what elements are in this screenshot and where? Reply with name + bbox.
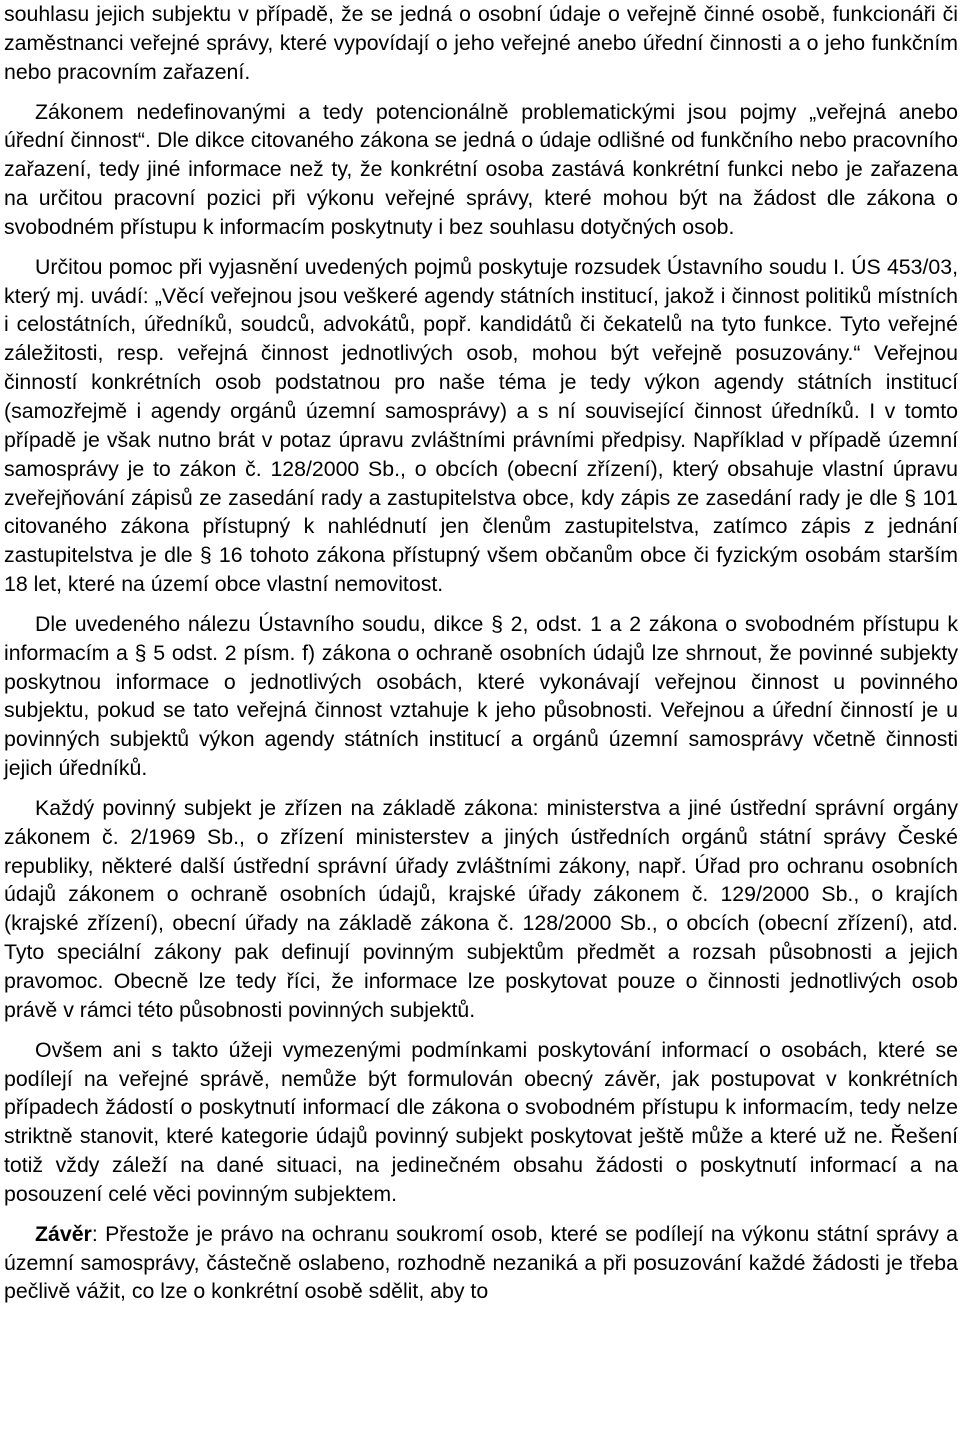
paragraph-4: Dle uvedeného nálezu Ústavního soudu, dikce § 2, odst. 1 a 2 zákona o svobodném přístupu k informacím a § 5 odst. 2 písm. f) zákona o ochraně osobních údajů lze shrnout, že povinné subjekty poskytnou informace o jednotlivých osobách, které vykonávají veřejnou činnost u povinného subjektu, pokud se tato veřejná činnost vztahuje k jeho působnosti. Veřejnou a úřední činností je u povinných subjektů výkon agendy státních institucí a orgánů územní samosprávy včetně činnosti jejich úředníků.: [4, 611, 958, 781]
paragraph-3: Určitou pomoc při vyjasnění uvedených pojmů poskytuje rozsudek Ústavního soudu I. ÚS 453/03, který mj. uvádí: „Věcí veřejnou jsou veškeré agendy státních institucí, jakož i činnost politiků místních i celostátních, úředníků, soudců, advokátů, popř. kandidátů či čekatelů na tyto funkce. Tyto veřejné záležitosti, resp. veřejná činnost jednotlivých osob, mohou být veřejně posuzovány.“ Veřejnou činností konkrétních osob podstatnou pro naše téma je tedy výkon agendy státních institucí (samozřejmě i agendy orgánů územní samosprávy) a s ní související činnost úředníků. I v tomto případě je však nutno brát v potaz úpravu zvláštními právními předpisy. Například v případě územní samosprávy je to zákon č. 128/2000 Sb., o obcích (obecní zřízení), který obsahuje vlastní úpravu zveřejňování zápisů ze zasedání rady a zastupitelstva obce, kdy zápis ze zasedání rady je dle § 101 citovaného zákona přístupný k nahlédnutí jen členům zastupitelstva, zatímco zápis z jednání zastupitelstva je dle § 16 tohoto zákona přístupný všem občanům obce či fyzickým osobám starším 18 let, které na území obce vlastní nemovitost.: [4, 254, 958, 597]
conclusion-text: : Přestože je právo na ochranu soukromí osob, které se podílejí na výkonu státní správy a územní samosprávy, částečně oslabeno, rozhodně nezaniká a při posuzování každé žádosti je třeba pečlivě vážit, co lze o konkrétní osobě sdělit, aby to: [4, 1221, 958, 1304]
paragraph-7: [4, 1220, 958, 1307]
paragraph-1: souhlasu jejich subjektu v případě, že se jedná o osobní údaje o veřejně činné osobě, funkcionáři či zaměstnanci veřejné správy, které vypovídají o jeho veřejné anebo úřední činnosti a o jeho funkčním nebo pracovním zařazení.: [4, 2, 958, 84]
document-page: [4, 0, 958, 1306]
paragraph-2: Zákonem nedefinovanými a tedy potencionálně problematickými jsou pojmy „veřejná anebo úřední činnost“. Dle dikce citovaného zákona se jedná o údaje odlišné od funkčního nebo pracovního zařazení, tedy jiné informace než ty, že konkrétní osoba zastává konkrétní funkci nebo je zařazena na určitou pracovní pozici při výkonu veřejné správy, které mohou být na žádost dle zákona o svobodném přístupu k informacím poskytnuty i bez souhlasu dotyčných osob.: [4, 99, 958, 239]
paragraph-5: Každý povinný subjekt je zřízen na základě zákona: ministerstva a jiné ústřední správní orgány zákonem č. 2/1969 Sb., o zřízení ministerstev a jiných ústředních orgánů státní správy České republiky, některé další ústřední správní úřady zvláštními zákony, např. Úřad pro ochranu osobních údajů zákonem o ochraně osobních údajů, krajské úřady zákonem č. 129/2000 Sb., o krajích (krajské zřízení), obecní úřady na základě zákona č. 128/2000 Sb., o obcích (obecní zřízení), atd. Tyto speciální zákony pak definují povinným subjektům předmět a rozsah působnosti a jejich pravomoc. Obecně lze tedy říci, že informace lze poskytovat pouze o činnosti jednotlivých osob právě v rámci této působnosti povinných subjektů.: [4, 795, 958, 1022]
conclusion-lead: Závěr: [35, 1221, 92, 1246]
paragraph-6: Ovšem ani s takto úžeji vymezenými podmínkami poskytování informací o osobách, které se podílejí na veřejné správě, nemůže být formulován obecný závěr, jak postupovat v konkrétních případech žádostí o poskytnutí informací dle zákona o svobodném přístupu k informacím, tedy nelze striktně stanovit, které kategorie údajů povinný subjekt poskytovat ještě může a které už ne. Řešení totiž vždy záleží na dané situaci, na jedinečném obsahu žádosti o poskytnutí informací a na posouzení celé věci povinným subjektem.: [4, 1037, 958, 1206]
